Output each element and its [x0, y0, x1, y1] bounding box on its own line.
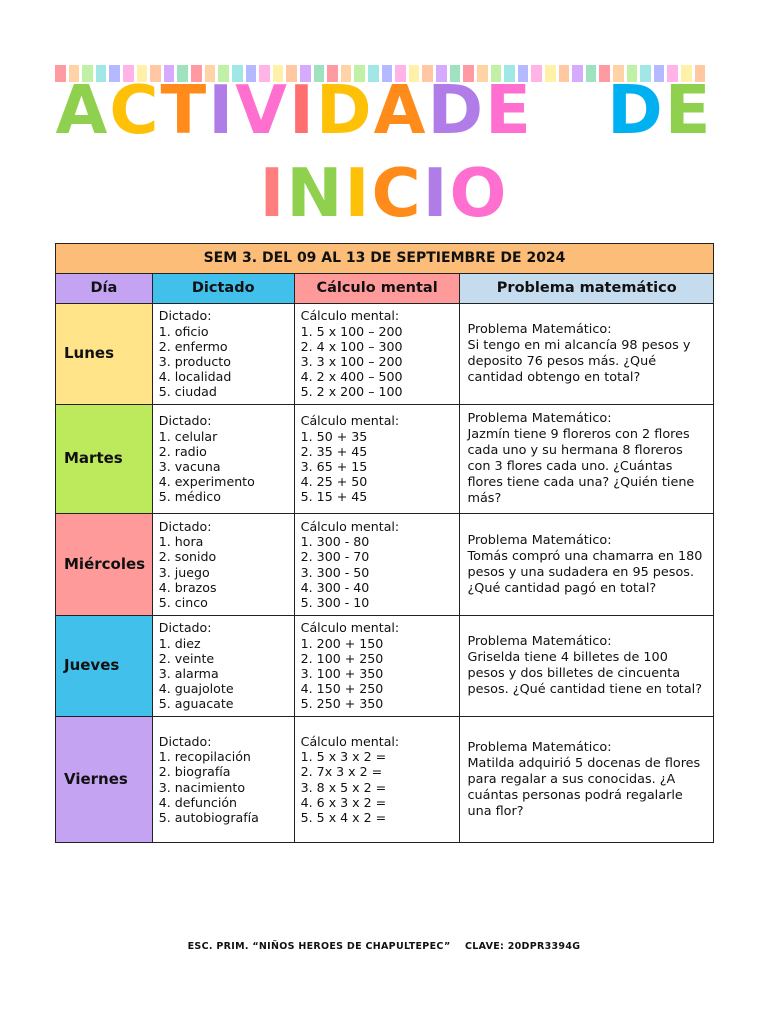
- title-letter: D: [607, 71, 665, 149]
- dictado-line: 2. radio: [158, 443, 207, 459]
- dictado-cell: [152, 304, 294, 405]
- dictado-line: 1. hora: [158, 534, 204, 550]
- column-header: Cálculo mental: [294, 274, 460, 304]
- problem-cell: Problema Matemático: Si tengo en mi alcancía 98 pesos y deposito 76 pesos más. ¿Qué cantidad obtengo en total?: [460, 304, 714, 405]
- table-row: [56, 304, 714, 405]
- calculo-line: 3. 8 x 5 x 2 =: [300, 779, 387, 795]
- calculo-line: 3. 3 x 100 – 200: [300, 354, 403, 369]
- calculo-line: 4. 150 + 250: [300, 681, 384, 697]
- title-line-1: [0, 70, 768, 150]
- problem-cell: Problema Matemático: Tomás compró una chamarra en 180 pesos y una sudadera en 95 pesos. ¿Qué cantidad pagó en total?: [460, 514, 714, 616]
- dictado-cell: [152, 514, 294, 616]
- column-header: Dictado: [152, 274, 294, 304]
- column-headers: [56, 274, 714, 304]
- table-row: [56, 514, 714, 616]
- dictado-line: 3. juego: [158, 564, 210, 580]
- calculo-cell: [294, 304, 460, 405]
- dictado-line: 2. veinte: [158, 650, 215, 666]
- dictado-line: 3. nacimiento: [158, 779, 246, 795]
- title-letter: I: [422, 154, 450, 232]
- school-footer: ESC. PRIM. “NIÑOS HEROES DE CHAPULTEPEC” CLAVE: 20DPR3394G: [187, 941, 581, 952]
- calculo-line: 3. 65 + 15: [300, 459, 368, 474]
- dictado-line: 1. diez: [158, 635, 201, 651]
- dictado-line: 5. aguacate: [158, 696, 234, 712]
- dictado-line: 5. médico: [158, 489, 221, 505]
- calculo-line: 4. 2 x 400 – 500: [300, 369, 403, 385]
- calculo-line: 2. 4 x 100 – 300: [300, 338, 403, 354]
- calculo-line: Cálculo mental:: [300, 620, 400, 636]
- calculo-line: 5. 300 - 10: [300, 594, 370, 610]
- calculo-cell: [294, 514, 460, 616]
- calculo-line: 4. 25 + 50: [300, 474, 368, 490]
- title-letter: C: [109, 71, 161, 149]
- day-cell: Jueves: [56, 616, 153, 717]
- title-letter: O: [449, 154, 509, 232]
- dictado-line: Dictado:: [158, 308, 212, 324]
- dictado-line: 2. biografía: [158, 764, 231, 780]
- table-row: [56, 616, 714, 717]
- calculo-line: 2. 100 + 250: [300, 650, 384, 666]
- dictado-line: 5. cinco: [158, 594, 208, 610]
- title-letter: I: [289, 71, 316, 149]
- dictado-cell: [152, 717, 294, 843]
- dictado-line: 1. celular: [158, 428, 218, 444]
- calculo-line: 5. 250 + 350: [300, 696, 384, 712]
- problem-cell: Problema Matemático: Matilda adquirió 5 docenas de flores para regalar a sus conocidas. ¿A cuántas personas podrá regalarle una flor?: [460, 717, 714, 843]
- dictado-line: 5. autobiografía: [158, 809, 259, 825]
- calculo-line: 2. 300 - 70: [300, 549, 370, 565]
- dictado-line: Dictado:: [158, 518, 212, 534]
- title-letter: A: [55, 71, 110, 149]
- title-letter: D: [315, 71, 374, 149]
- week-title: SEM 3. DEL 09 AL 13 DE SEPTIEMBRE DE 2024: [56, 244, 714, 274]
- title-letter: C: [371, 154, 423, 232]
- title-letter: A: [373, 71, 428, 149]
- dictado-cell: [152, 616, 294, 717]
- calculo-line: 1. 200 + 150: [300, 635, 384, 651]
- dictado-line: 3. alarma: [158, 666, 219, 681]
- dictado-line: Dictado:: [158, 413, 212, 429]
- title-letter: I: [259, 154, 287, 232]
- problem-cell: Problema Matemático: Jazmín tiene 9 floreros con 2 flores cada uno y su hermana 8 floreros con 3 flores cada uno. ¿Cuántas flores tiene cada una? ¿Quién tiene más?: [460, 405, 714, 514]
- calculo-line: 1. 5 x 3 x 2 =: [300, 749, 387, 765]
- day-cell: Lunes: [56, 304, 153, 405]
- title-letter: T: [160, 71, 209, 149]
- dictado-line: 3. vacuna: [158, 459, 221, 474]
- column-header: Día: [56, 274, 153, 304]
- calculo-cell: [294, 405, 460, 514]
- table-row: [56, 717, 714, 843]
- dictado-line: 4. brazos: [158, 579, 217, 595]
- day-cell: Viernes: [56, 717, 153, 843]
- title-letter: I: [208, 71, 236, 149]
- title-letter: V: [235, 71, 290, 149]
- calculo-line: 3. 100 + 350: [300, 666, 384, 681]
- title-letter: D: [427, 71, 486, 149]
- problem-cell: Problema Matemático: Griselda tiene 4 billetes de 100 pesos y dos billetes de cincuenta pesos. ¿Qué cantidad tiene en total?: [460, 616, 714, 717]
- dictado-line: 2. enfermo: [158, 338, 228, 354]
- column-header: Problema matemático: [460, 274, 714, 304]
- title-letter: I: [344, 154, 372, 232]
- dictado-line: 1. recopilación: [158, 749, 251, 765]
- title-line-2: [0, 153, 768, 233]
- calculo-line: Cálculo mental:: [300, 733, 400, 749]
- title-letter: N: [286, 154, 345, 232]
- dictado-cell: [152, 405, 294, 514]
- dictado-line: 4. localidad: [158, 369, 232, 385]
- calculo-line: 2. 35 + 45: [300, 443, 368, 459]
- dictado-line: 4. experimento: [158, 474, 255, 490]
- calculo-line: 1. 300 - 80: [300, 534, 370, 550]
- calculo-line: 1. 50 + 35: [300, 428, 368, 444]
- calculo-line: 5. 15 + 45: [300, 489, 368, 505]
- calculo-line: 2. 7x 3 x 2 =: [300, 764, 383, 780]
- calculo-line: 5. 5 x 4 x 2 =: [300, 809, 387, 825]
- dictado-line: 4. defunción: [158, 794, 238, 810]
- calculo-line: Cálculo mental:: [300, 413, 400, 429]
- calculo-cell: [294, 616, 460, 717]
- dictado-line: 5. ciudad: [158, 384, 217, 400]
- dictado-line: Dictado:: [158, 733, 212, 749]
- activities-table: [55, 243, 714, 843]
- calculo-line: 5. 2 x 200 – 100: [300, 384, 403, 400]
- dictado-line: Dictado:: [158, 620, 212, 636]
- dictado-line: 1. oficio: [158, 323, 209, 339]
- calculo-line: 4. 6 x 3 x 2 =: [300, 794, 387, 810]
- title-letter: E: [485, 71, 533, 149]
- calculo-cell: [294, 717, 460, 843]
- dictado-line: 2. sonido: [158, 549, 217, 565]
- day-cell: Martes: [56, 405, 153, 514]
- table-row: [56, 405, 714, 514]
- calculo-line: Cálculo mental:: [300, 308, 400, 324]
- title-letter: S: [532, 71, 584, 149]
- dictado-line: 3. producto: [158, 354, 231, 369]
- calculo-line: 1. 5 x 100 – 200: [300, 323, 403, 339]
- calculo-line: 4. 300 - 40: [300, 579, 370, 595]
- dictado-line: 4. guajolote: [158, 681, 234, 697]
- title-letter: E: [664, 71, 713, 149]
- calculo-line: 3. 300 - 50: [300, 564, 370, 580]
- day-cell: Miércoles: [56, 514, 153, 616]
- calculo-line: Cálculo mental:: [300, 518, 400, 534]
